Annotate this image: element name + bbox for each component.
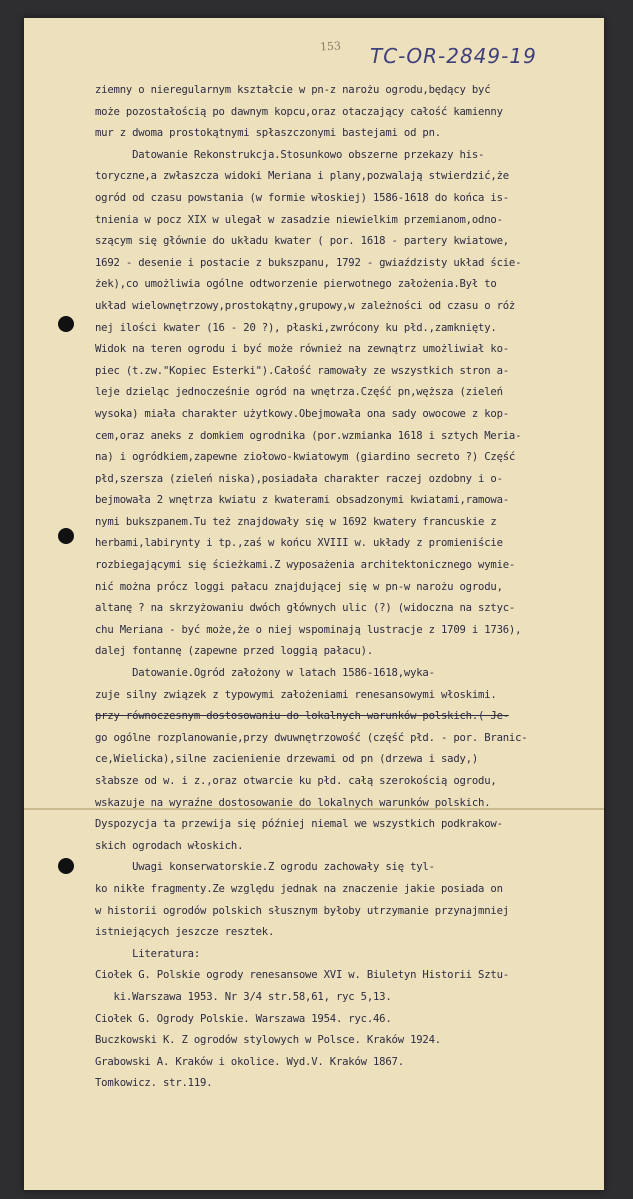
text-line: ziemny o nieregularnym kształcie w pn-z narożu ogrodu,będący być [95, 84, 491, 96]
section-heading-line: Datowanie.Ogród założony w latach 1586-1618,wyka- [95, 667, 435, 680]
bibliography-entry: Buczkowski K. Z ogrodów stylowych w Polsce. Kraków 1924. [95, 1034, 441, 1047]
text-line: nej ilości kwater (16 - 20 ?), płaski,zwrócony ku płd.,zamknięty. [95, 321, 497, 334]
text-line: żek),co umożliwia ogólne odtworzenie pierwotnego założenia.Był to [95, 278, 497, 291]
text-line: skich ogrodach włoskich. [95, 839, 244, 852]
bibliography-entry: Grabowski A. Kraków i okolice. Wyd.V. Kraków 1867. [95, 1055, 404, 1068]
punch-hole [58, 858, 74, 874]
bibliography-entry: ki.Warszawa 1953. Nr 3/4 str.58,61, ryc 5,13. [95, 990, 392, 1003]
text-line: zuje silny związek z typowymi założeniami renesansowymi włoskimi. [95, 688, 497, 701]
text-line: szącym się głównie do układu kwater ( por. 1618 - partery kwiatowe, [95, 235, 509, 248]
section-heading-line: Datowanie Rekonstrukcja.Stosunkowo obszerne przekazy his- [95, 148, 485, 161]
text-line: w historii ogrodów polskich słusznym byłoby utrzymanie przynajmniej [95, 904, 509, 917]
text-line: mur z dwoma prostokątnymi spłaszczonymi bastejami od pn. [95, 127, 441, 140]
text-line: nić można prócz loggi pałacu znajdującej się w pn-w narożu ogrodu, [95, 580, 503, 593]
punch-hole [58, 528, 74, 544]
text-line: na) i ogródkiem,zapewne ziołowo-kwiatowym (giardino secreto ?) Część [95, 451, 516, 464]
punch-hole [58, 316, 74, 332]
pencil-annotation: 153 [319, 39, 342, 54]
text-line: bejmowała 2 wnętrza kwiatu z kwaterami obsadzonymi kwiatami,ramowa- [95, 494, 509, 507]
text-line: go ogólne rozplanowanie,przy dwuwnętrzowość (część płd. - por. Branic- [95, 731, 528, 744]
text-line: istniejących jeszcze resztek. [95, 926, 275, 939]
text-line: ogród od czasu powstania (w formie włoskiej) 1586-1618 do końca is- [95, 191, 509, 204]
text-line: może pozostałością po dawnym kopcu,oraz otaczający całość kamienny [95, 105, 503, 118]
text-line: wysoka) miała charakter użytkowy.Obejmowała ona sady owocowe z kop- [95, 407, 509, 420]
text-line: słabsze od w. i z.,oraz otwarcie ku płd. całą szerokością ogrodu, [95, 775, 497, 787]
text-line: 1692 - desenie i postacie z bukszpanu, 1792 - gwiaździsty układ ście- [95, 256, 522, 269]
text-line: herbami,labirynty i tp.,zaś w końcu XVIII w. układy z promieniście [95, 537, 503, 550]
text-line: cem,oraz aneks z domkiem ogrodnika (por.wzmianka 1618 i sztych Meria- [95, 429, 522, 442]
text-line: tnienia w pocz XIX w ulegał w zasadzie niewielkim przemianom,odno- [95, 213, 503, 226]
text-line: płd,szersza (zieleń niska),posiadała charakter raczej ozdobny i o- [95, 472, 503, 485]
typewritten-text [95, 80, 590, 1095]
text-line: rozbiegającymi się ścieżkami.Z wyposażenia architektonicznego wymie- [95, 559, 516, 572]
literature-heading: Literatura: [95, 947, 201, 960]
text-line: wskazuje na wyraźne dostosowanie do lokalnych warunków polskich. [95, 796, 491, 809]
text-line: nymi bukszpanem.Tu też znajdowały się w 1692 kwatery francuskie z [95, 515, 497, 528]
text-line: toryczne,a zwłaszcza widoki Meriana i plany,pozwalają stwierdzić,że [95, 170, 509, 183]
text-line: Dyspozycja ta przewija się później niemal we wszystkich podkrakow- [95, 818, 503, 831]
text-line: ce,Wielicka),silne zacienienie drzewami od pn (drzewa i sady,) [95, 753, 479, 766]
bibliography-entry: Ciołek G. Ogrody Polskie. Warszawa 1954. ryc.46. [95, 1012, 392, 1025]
section-heading-line: Uwagi konserwatorskie.Z ogrodu zachowały się tyl- [95, 861, 435, 874]
bibliography-entry: Tomkowicz. str.119. [95, 1077, 213, 1090]
text-line: leje dzieląc jednocześnie ogród na wnętrza.Część pn,węższa (zieleń [95, 386, 503, 399]
text-line: piec (t.zw."Kopiec Esterki").Całość ramowały ze wszystkich stron a- [95, 364, 509, 377]
reference-number: TC-OR-2849-19 [370, 44, 537, 68]
text-line: układ wielownętrzowy,prostokątny,grupowy,w zależności od czasu o róż [95, 299, 516, 312]
bibliography-entry: Ciołek G. Polskie ogrody renesansowe XVI w. Biuletyn Historii Sztu- [95, 969, 509, 982]
struck-text-line: przy równoczesnym dostosowaniu do lokalnych warunków polskich.( Je- [95, 710, 509, 723]
text-line: Widok na teren ogrodu i być może również na zewnątrz umożliwiał ko- [95, 343, 509, 356]
text-line: ko nikłe fragmenty.Ze względu jednak na znaczenie jakie posiada on [95, 882, 503, 895]
text-line: altanę ? na skrzyżowaniu dwóch głównych ulic (?) (widoczna na sztyc- [95, 602, 516, 615]
text-line: dalej fontannę (zapewne przed loggią pałacu). [95, 645, 374, 658]
text-line: chu Meriana - być może,że o niej wspominają lustracje z 1709 i 1736), [95, 623, 522, 636]
